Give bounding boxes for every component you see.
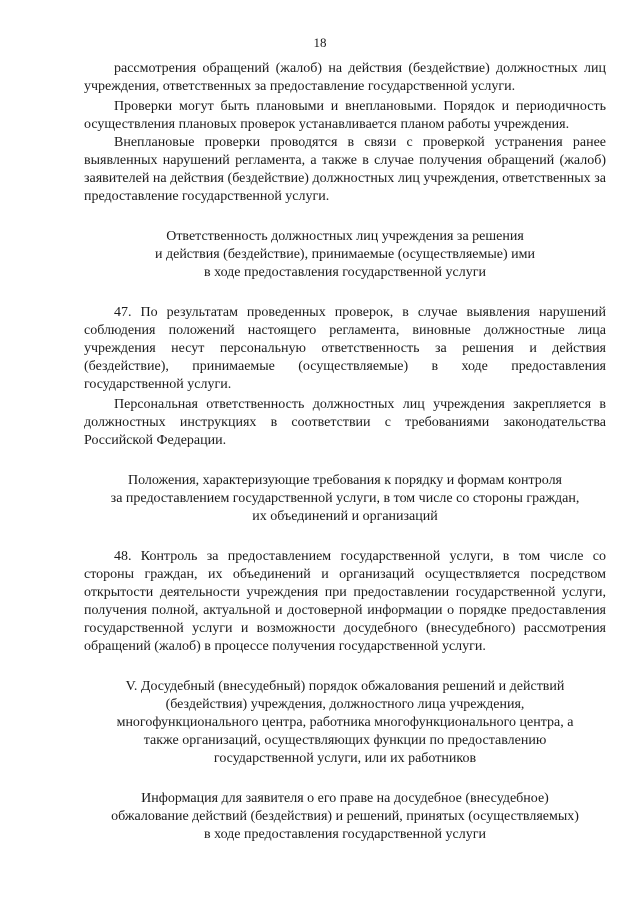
heading-line: (бездействия) учреждения, должностного лица учреждения, <box>165 697 525 712</box>
heading-line: Ответственность должностных лиц учреждения за решения <box>166 229 524 244</box>
paragraph-48: 48. Контроль за предоставлением государственной услуги, в том числе со стороны граждан, их объединений и организаций осуществляется посредством открытости деятельности учреждения при предоставлении государственной услуги, получения полной, актуальной и достоверной информации о порядке предоставления государственной услуги и возможности досудебного (внесудебного) рассмотрения обращений (жалоб) в процессе получения государственной услуги. <box>84 549 606 654</box>
paragraph-unscheduled-inspections: Внеплановые проверки проводятся в связи с проверкой устранения ранее выявленных нарушений регламента, а также в случае получения обращений (жалоб) заявителей на действия (бездействие) должностных лиц учреждения, ответственных за предоставление государственной услуги. <box>84 135 606 204</box>
paragraph-continuation: рассмотрения обращений (жалоб) на действия (бездействие) должностных лиц учреждения, ответственных за предоставление государственной услуги. <box>84 61 606 94</box>
heading-line: в ходе предоставления государственной услуги <box>204 827 486 842</box>
heading-line: также организаций, осуществляющих функции по предоставлению <box>143 733 547 748</box>
heading-officials-responsibility <box>84 228 606 282</box>
page-content <box>84 60 606 844</box>
heading-line: Положения, характеризующие требования к порядку и формам контроля <box>127 473 562 488</box>
heading-applicant-information <box>84 790 606 844</box>
heading-line: за предоставлением государственной услуги, в том числе со стороны граждан, <box>110 491 580 506</box>
paragraph-personal-responsibility: Персональная ответственность должностных лиц учреждения закрепляется в должностных инструкциях в соответствии с требованиями законодательства Российской Федерации. <box>84 397 606 448</box>
heading-line: в ходе предоставления государственной услуги <box>204 265 486 280</box>
heading-section-v <box>84 678 606 768</box>
paragraph-47: 47. По результатам проведенных проверок, в случае выявления нарушений соблюдения положений настоящего регламента, виновные должностные лица учреждения несут персональную ответственность за решения и действия (бездействие), принимаемые (осуществляемые) в ходе предоставления государственной услуги. <box>84 305 606 392</box>
heading-line: V. Досудебный (внесудебный) порядок обжалования решений и действий <box>125 679 565 694</box>
heading-line: и действия (бездействие), принимаемые (осуществляемые) ими <box>154 247 535 262</box>
heading-control-provisions <box>84 472 606 526</box>
heading-line: обжалование действий (бездействия) и решений, принятых (осуществляемых) <box>111 809 579 824</box>
heading-line: Информация для заявителя о его праве на досудебное (внесудебное) <box>141 791 549 806</box>
paragraph-inspections-types: Проверки могут быть плановыми и внеплановыми. Порядок и периодичность осуществления плановых проверок устанавливается планом работы учреждения. <box>84 99 606 132</box>
page-number: 18 <box>313 35 327 50</box>
heading-line: государственной услуги, или их работников <box>213 751 477 766</box>
heading-line: их объединений и организаций <box>252 509 438 524</box>
heading-line: многофункционального центра, работника многофункционального центра, а <box>116 715 574 730</box>
